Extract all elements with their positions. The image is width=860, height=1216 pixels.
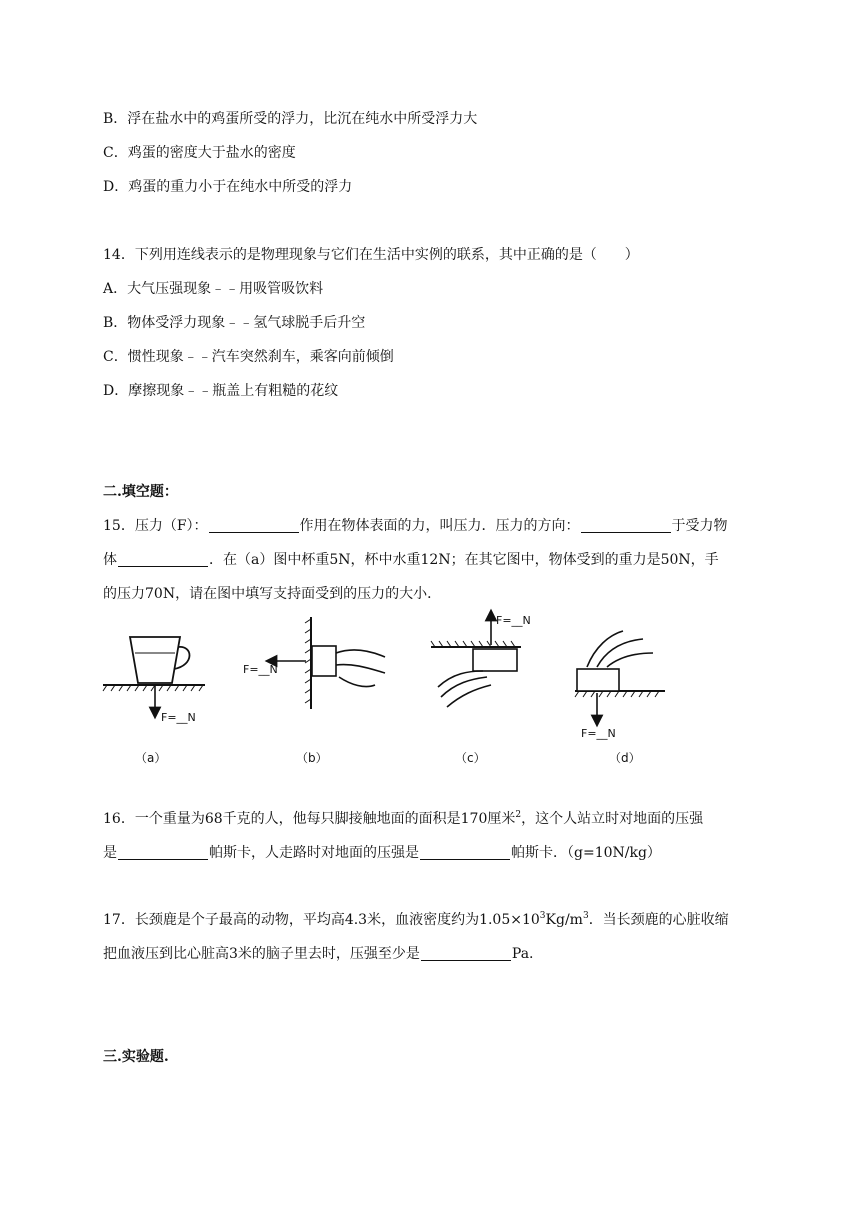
q16-line-2: [103, 843, 661, 863]
q17-line-1: [103, 910, 729, 930]
q14-option-a: A．大气压强现象﹣﹣用吸管吸饮料: [103, 281, 324, 297]
q15-line-1: [103, 516, 728, 536]
q14-option-c: C．惯性现象﹣﹣汽车突然刹车，乘客向前倾倒: [103, 349, 394, 365]
caption-c: （c）: [455, 751, 486, 765]
section-fill-blank-heading: 二.填空题：: [103, 484, 178, 500]
figure-b-block-on-wall: [243, 617, 385, 765]
pressure-figure: [103, 607, 663, 772]
q16-line-1: [103, 809, 703, 829]
pressure-figure-svg: [103, 607, 663, 772]
q17-superscript: 3: [582, 911, 589, 921]
q15-text: 作用在物体表面的力，叫压力．压力的方向：: [299, 518, 580, 534]
q15-text: ．在（a）图中杯重5N，杯中水重12N；在其它图中，物体受到的重力是50N，手: [209, 552, 719, 568]
q13-option-d: D．鸡蛋的重力小于在纯水中所受的浮力: [103, 179, 353, 195]
q17-text: Pa.: [511, 946, 534, 962]
caption-b: （b）: [296, 751, 328, 765]
q15-text: 于受力物: [671, 518, 728, 534]
q17-text: 把血液压到比心脏高3米的脑子里去时，压强至少是: [103, 946, 420, 962]
caption-a: （a）: [135, 751, 167, 765]
block-icon: [312, 646, 336, 676]
block-icon: [473, 649, 517, 671]
answer-blank[interactable]: [209, 518, 299, 533]
q16-text: 16．一个重量为68千克的人，他每只脚接触地面的面积是170厘米: [103, 811, 516, 827]
q17-line-2: [103, 944, 534, 964]
answer-blank[interactable]: [421, 946, 511, 961]
section-experiment-heading: 三.实验题.: [103, 1049, 169, 1065]
q14-option-b: B．物体受浮力现象﹣﹣氢气球脱手后升空: [103, 315, 366, 331]
q15-text: 体: [103, 552, 117, 568]
q16-superscript: 2: [515, 810, 522, 820]
answer-blank[interactable]: [118, 845, 208, 860]
figure-c-block-on-ceiling: [431, 614, 531, 765]
figure-a-cup-on-table: [103, 637, 205, 765]
q15-line-3: 的压力70N，请在图中填写支持面受到的压力的大小．: [103, 586, 442, 602]
force-label-d: F=__N: [581, 727, 616, 740]
figure-d-block-on-floor: [575, 631, 665, 765]
force-label-c: F=__N: [496, 614, 531, 627]
answer-blank[interactable]: [118, 552, 208, 567]
q13-option-b: B．浮在盐水中的鸡蛋所受的浮力，比沉在纯水中所受浮力大: [103, 111, 478, 127]
hand-icon: [587, 631, 653, 667]
q13-option-c: C．鸡蛋的密度大于盐水的密度: [103, 145, 296, 161]
q17-superscript: 3: [539, 911, 546, 921]
cup-icon: [130, 637, 180, 683]
q17-text: ．当长颈鹿的心脏收缩: [588, 912, 729, 928]
answer-blank[interactable]: [420, 845, 510, 860]
q14-stem: 14．下列用连线表示的是物理现象与它们在生活中实例的联系，其中正确的是（ ）: [103, 247, 639, 263]
q14-option-d: D．摩擦现象﹣﹣瓶盖上有粗糙的花纹: [103, 383, 339, 399]
q17-text: Kg/m: [545, 912, 583, 928]
q15-text: 15．压力（F）：: [103, 518, 208, 534]
q16-text: ，这个人站立时对地面的压强: [521, 811, 704, 827]
q16-text: 帕斯卡，人走路时对地面的压强是: [209, 845, 419, 861]
q16-text: 是: [103, 845, 117, 861]
caption-d: （d）: [609, 751, 641, 765]
q16-text: 帕斯卡．（g=10N/kg）: [511, 845, 661, 861]
q17-text: 17．长颈鹿是个子最高的动物，平均高4.3米，血液密度约为1.05×10: [103, 912, 540, 928]
hand-icon: [438, 671, 491, 707]
block-icon: [577, 669, 619, 691]
q15-line-2: [103, 550, 719, 570]
hand-icon: [336, 650, 385, 687]
answer-blank[interactable]: [581, 518, 671, 533]
force-label-b: F=__N: [243, 663, 278, 676]
force-label-a: F=__N: [161, 711, 196, 724]
